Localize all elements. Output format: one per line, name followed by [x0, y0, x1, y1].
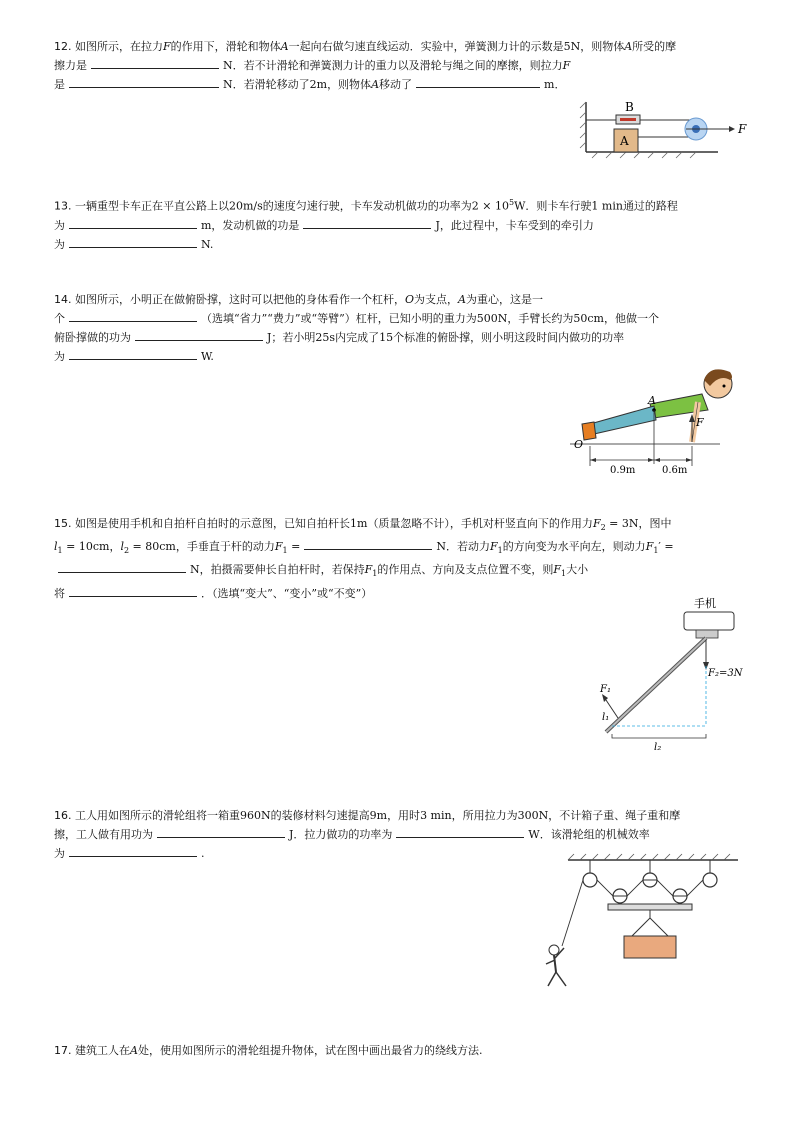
box [624, 936, 676, 958]
legs [590, 406, 656, 434]
label-F2: F₂=3N [708, 668, 743, 679]
label-F: F [696, 416, 704, 429]
label-l2: l₂ [654, 742, 662, 753]
phone-clip [696, 630, 718, 638]
question-17: 17. 建筑工人在A处，使用如图所示的滑轮组提升物体，试在图中画出最省力的绕线方法. [54, 1044, 483, 1057]
question-13: 13. 一辆重型卡车正在平直公路上以20m/s的速度匀速行驶，卡车发动机做功的功率为$2 \times 10^5W$．则卡车行驶1 min通过的路程 为 m，发动机做的功是 J，此过程中，卡车受到的牵引力 为 N. [54, 198, 678, 251]
q12-blank-force[interactable] [69, 75, 219, 88]
dim-0.6m: 0.6m [662, 465, 688, 476]
q17-number: 17. [54, 1044, 72, 1057]
q14-blank-work[interactable] [135, 328, 263, 341]
q15-number: 15. [54, 517, 72, 530]
q12-number: 12. [54, 40, 72, 53]
question-16: 16. 工人用如图所示的滑轮组将一箱重960N的装修材料匀速提高9m，用时3 min，所用拉力为300N，不计箱子重、绳子重和摩 擦，工人做有用功为 J．拉力做功的功率为 W．该滑轮组的机械效率 为 . [54, 809, 681, 860]
question-15: 15. 如图是使用手机和自拍杆自拍时的示意图，已知自拍杆长1m（质量忽略不计），手机对杆竖直向下的作用力$F_2 = 3N$，图中 $l_1 = 10cm$，$l_2 = 80cm$，手垂直于杆的动力$F_1 = N$．若动力$F_1$的方向变为水平向左，则动力$F_1'$ = N，拍摄需要伸长自拍杆时，若保持$F_1$的作用点、方向及支点位置不变，则$F_1$大小 将 ．（选填“变大”、“变小”或“不变”） [54, 517, 674, 600]
q14-blank-power[interactable] [69, 347, 197, 360]
arrow-icon [729, 126, 735, 132]
spring-scale-spring [620, 118, 636, 121]
shoe [582, 422, 596, 440]
q16-blank-useful-work[interactable] [157, 825, 285, 838]
q13-blank-work[interactable] [303, 216, 431, 229]
q12-blank-distance[interactable] [416, 75, 540, 88]
q15-blank-F1[interactable] [304, 537, 432, 550]
q16-figure [538, 852, 744, 1000]
fixed-pulley-1 [583, 873, 597, 887]
dim-0.9m: 0.9m [610, 465, 636, 476]
q15-figure [596, 594, 746, 754]
label-A: A [648, 394, 656, 407]
q15-blank-change[interactable] [69, 584, 197, 597]
q16-number: 16. [54, 809, 72, 822]
q13-blank-force[interactable] [69, 235, 197, 248]
q12-figure [580, 96, 750, 160]
frame [608, 904, 692, 910]
q12-blank-friction[interactable] [91, 56, 219, 69]
label-A: A [620, 134, 629, 148]
q14-figure [570, 366, 750, 478]
label-F1: F₁ [600, 684, 611, 695]
q14-number: 14. [54, 293, 72, 306]
q16-blank-efficiency[interactable] [69, 844, 197, 857]
label-B: B [625, 100, 634, 114]
question-12: 12. 如图所示，在拉力F的作用下，滑轮和物体A一起向右做匀速直线运动．实验中，弹簧测力计的示数是5N，则物体A所受的摩 擦力是 N．若不计滑轮和弹簧测力计的重力以及滑轮与绳之间的摩擦，则拉力F 是 N．若滑轮移动了2m，则物体A移动了 m． [54, 40, 677, 91]
label-O: O [574, 438, 584, 451]
label-phone: 手机 [694, 597, 716, 610]
q15-blank-F1-prime[interactable] [58, 560, 186, 573]
fixed-pulley-3 [703, 873, 717, 887]
q14-blank-lever-type[interactable] [69, 309, 197, 322]
question-14: 14. 如图所示，小明正在做俯卧撑，这时可以把他的身体看作一个杠杆，O为支点，A为重心，这是一 个 （选填“省力”“费力”或“等臂”）杠杆，已知小明的重力为500N，手臂长约为50cm，他做一个 俯卧撑做的功为 J；若小明25s内完成了15个标准的俯卧撑，则小明这段时间内做功的功率 为 W. [54, 293, 659, 363]
worker-head [549, 945, 559, 955]
phone [684, 612, 734, 630]
q13-number: 13. [54, 199, 72, 213]
q13-blank-distance[interactable] [69, 216, 197, 229]
label-l1: l₁ [602, 712, 610, 723]
label-F: F [738, 122, 747, 136]
q16-blank-power[interactable] [396, 825, 524, 838]
rope [562, 880, 583, 946]
